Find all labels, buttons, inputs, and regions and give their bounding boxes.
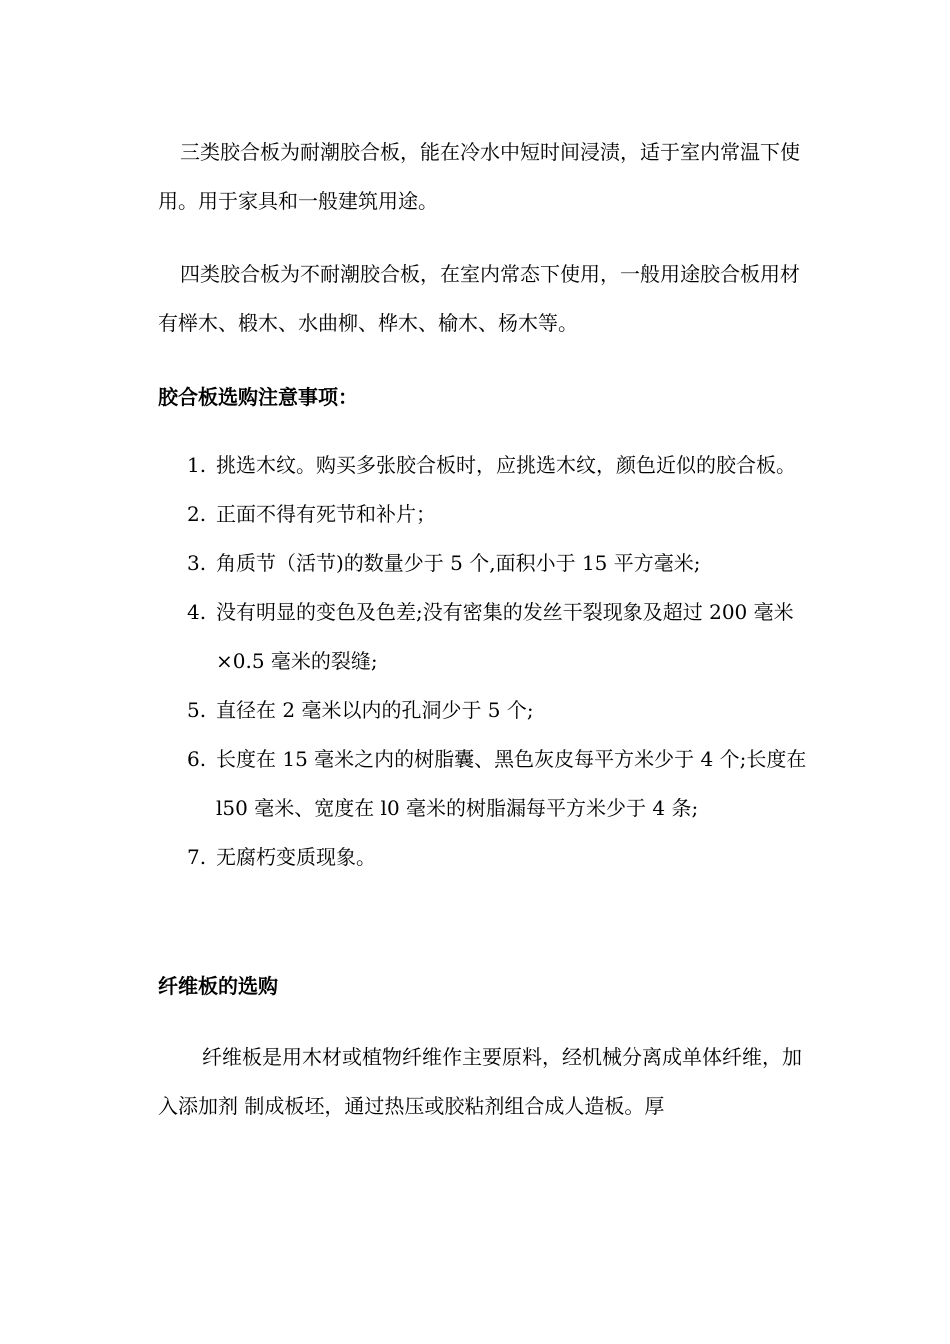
list-number: 3. (187, 551, 207, 575)
list-item (158, 588, 808, 686)
list-item-text: 挑选木纹。购买多张胶合板时，应挑选木纹，颜色近似的胶合板。 (216, 453, 796, 477)
paragraph-class4-plywood: 四类胶合板为不耐潮胶合板，在室内常态下使用，一般用途胶合板用材有榉木、椴木、水曲柳、桦木、榆木、杨木等。 (158, 262, 800, 335)
list-number: 6. (187, 747, 207, 771)
list-item-text: 长度在 15 毫米之内的树脂囊、黑色灰皮每平方米少于 4 个;长度在 l50 毫米、宽度在 l0 毫米的树脂漏每平方米少于 4 条; (216, 747, 807, 820)
list-item (158, 833, 808, 882)
list-item-text: 正面不得有死节和补片； (216, 502, 436, 526)
list-item (158, 735, 808, 833)
list-item-text: 直径在 2 毫米以内的孔洞少于 5 个; (216, 698, 534, 722)
list-item (158, 686, 808, 735)
list-item (158, 441, 808, 490)
plywood-tips-list (158, 441, 808, 882)
paragraph-class3-plywood: 三类胶合板为耐潮胶合板，能在冷水中短时间浸渍，适于室内常温下使用。用于家具和一般建筑用途。 (158, 140, 800, 213)
fiberboard-selection-heading: 纤维板的选购 (158, 974, 278, 998)
plywood-selection-heading: 胶合板选购注意事项： (158, 385, 358, 409)
list-item (158, 490, 808, 539)
paragraph-fiberboard-intro: 纤维板是用木材或植物纤维作主要原料，经机械分离成单体纤维，加入添加剂 制成板坯，通过热压或胶粘剂组合成人造板。厚 (158, 1045, 802, 1118)
list-number: 7. (187, 845, 207, 869)
list-number: 1. (187, 453, 207, 477)
list-number: 4. (187, 600, 207, 624)
list-item-text: 无腐朽变质现象。 (216, 845, 376, 869)
list-number: 5. (187, 698, 207, 722)
list-item-text: 角质节（活节)的数量少于 5 个,面积小于 15 平方毫米; (216, 551, 701, 575)
list-item-text: 没有明显的变色及色差;没有密集的发丝干裂现象及超过 200 毫米×0.5 毫米的裂缝; (216, 600, 794, 673)
list-number: 2. (187, 502, 207, 526)
list-item (158, 539, 808, 588)
